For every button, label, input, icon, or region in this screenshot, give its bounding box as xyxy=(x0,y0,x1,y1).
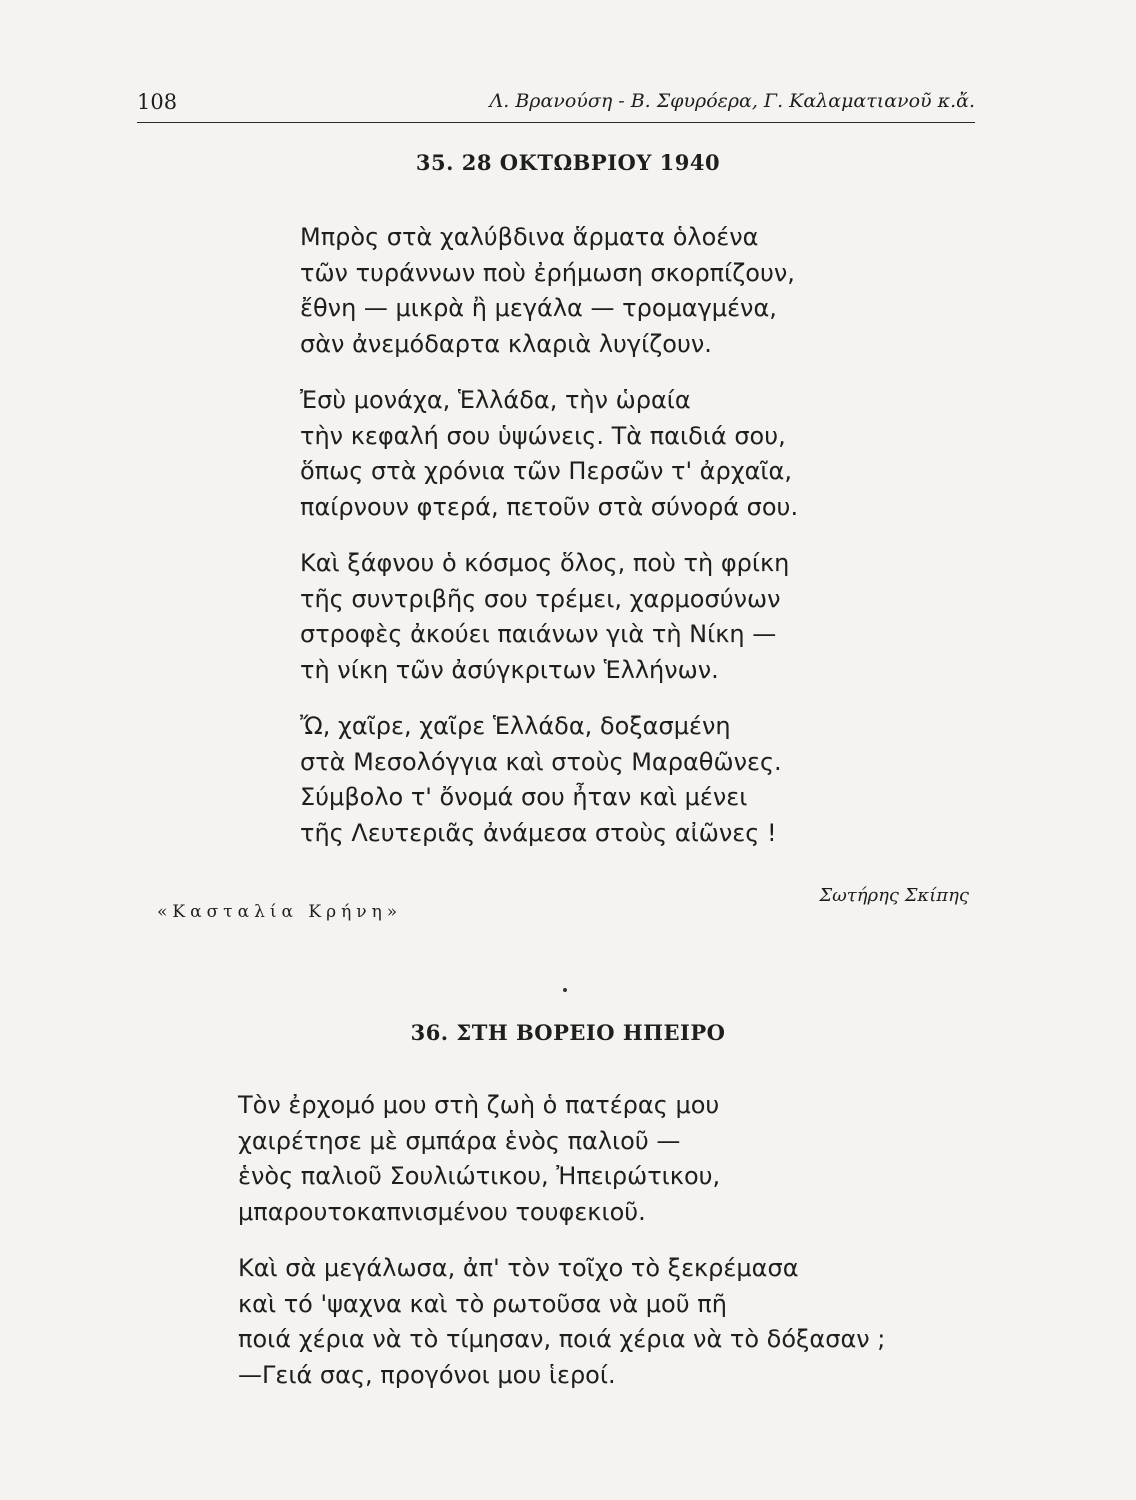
verse-line: ἔθνη — μικρὰ ἢ μεγάλα — τρομαγμένα, xyxy=(300,294,777,322)
verse-line: Σύμβολο τ' ὄνομά σου ἦταν καὶ μένει xyxy=(300,783,748,811)
verse-line: χαιρέτησε μὲ σμπάρα ἑνὸς παλιοῦ — xyxy=(238,1126,681,1155)
verse-line: Καὶ ξάφνου ὁ κόσμος ὅλος, ποὺ τὴ φρίκη xyxy=(300,549,790,577)
verse-line: σὰν ἀνεμόδαρτα κλαριὰ λυγίζουν. xyxy=(300,329,712,358)
verse-line: Ὤ, χαῖρε, χαῖρε Ἑλλάδα, δοξασμένη xyxy=(300,712,731,740)
verse-line: τὴ νίκη τῶν ἀσύγκριτων Ἑλλήνων. xyxy=(300,655,719,684)
stanza xyxy=(238,1088,885,1230)
verse-line: Ἐσὺ μονάχα, Ἑλλάδα, τὴν ὡραία xyxy=(300,386,691,414)
verse-line: στροφὲς ἀκούει παιάνων γιὰ τὴ Νίκη — xyxy=(300,620,777,648)
stanza xyxy=(300,220,798,362)
verse-line: ἑνὸς παλιοῦ Σουλιώτικου, Ἠπειρώτικου, xyxy=(238,1162,721,1190)
verse-line: στὰ Μεσολόγγια καὶ στοὺς Μαραθῶνες. xyxy=(300,747,782,776)
verse-line: τῆς Λευτεριᾶς ἀνάμεσα στοὺς αἰῶνες ! xyxy=(300,818,777,847)
verse-line: καὶ τό 'ψαχνα καὶ τὸ ρωτοῦσα νὰ μοῦ πῆ xyxy=(238,1289,727,1318)
poem-body xyxy=(300,220,798,851)
verse-line: ὅπως στὰ χρόνια τῶν Περσῶν τ' ἀρχαῖα, xyxy=(300,457,792,485)
stanza xyxy=(300,383,798,525)
stanza xyxy=(238,1251,885,1393)
verse-line: Καὶ σὰ μεγάλωσα, ἀπ' τὸν τοῖχο τὸ ξεκρέμασα xyxy=(238,1254,799,1282)
verse-line: τῆς συντριβῆς σου τρέμει, χαρμοσύνων xyxy=(300,584,781,613)
verse-line: μπαρουτοκαπνισμένου τουφεκιοῦ. xyxy=(238,1197,646,1226)
poem-author: Σωτήρης Σκίπης xyxy=(819,885,969,906)
stanza xyxy=(300,709,798,851)
stanza xyxy=(300,546,798,688)
verse-line: Τὸν ἐρχομό μου στὴ ζωὴ ὁ πατέρας μου xyxy=(238,1091,720,1119)
verse-line: ποιά χέρια νὰ τὸ τίμησαν, ποιά χέρια νὰ τὸ δόξασαν ; xyxy=(238,1325,886,1353)
verse-line: τῶν τυράννων ποὺ ἐρήμωση σκορπίζουν, xyxy=(300,258,795,287)
verse-line: —Γειά σας, προγόνοι μου ἱεροί. xyxy=(238,1360,616,1389)
running-head: Λ. Βρανούση - Β. Σφυρόερα, Γ. Καλαματιανοῦ κ.ἄ. xyxy=(489,90,975,112)
poem-source: «Κασταλία Κρήνη» xyxy=(157,902,403,922)
page-header xyxy=(137,78,975,123)
verse-line: παίρνουν φτερά, πετοῦν στὰ σύνορά σου. xyxy=(300,492,799,521)
poem-body xyxy=(238,1088,885,1393)
poem-title: 35. 28 ΟΚΤΩΒΡΙΟΥ 1940 xyxy=(415,150,721,175)
verse-line: Μπρὸς στὰ χαλύβδινα ἅρματα ὁλοένα xyxy=(300,223,759,251)
poem-title: 36. ΣΤΗ ΒΟΡΕΙΟ ΗΠΕΙΡΟ xyxy=(410,1020,726,1045)
separator-dot xyxy=(563,988,567,992)
page-number: 108 xyxy=(137,90,178,114)
verse-line: τὴν κεφαλή σου ὑψώνεις. Τὰ παιδιά σου, xyxy=(300,421,786,450)
